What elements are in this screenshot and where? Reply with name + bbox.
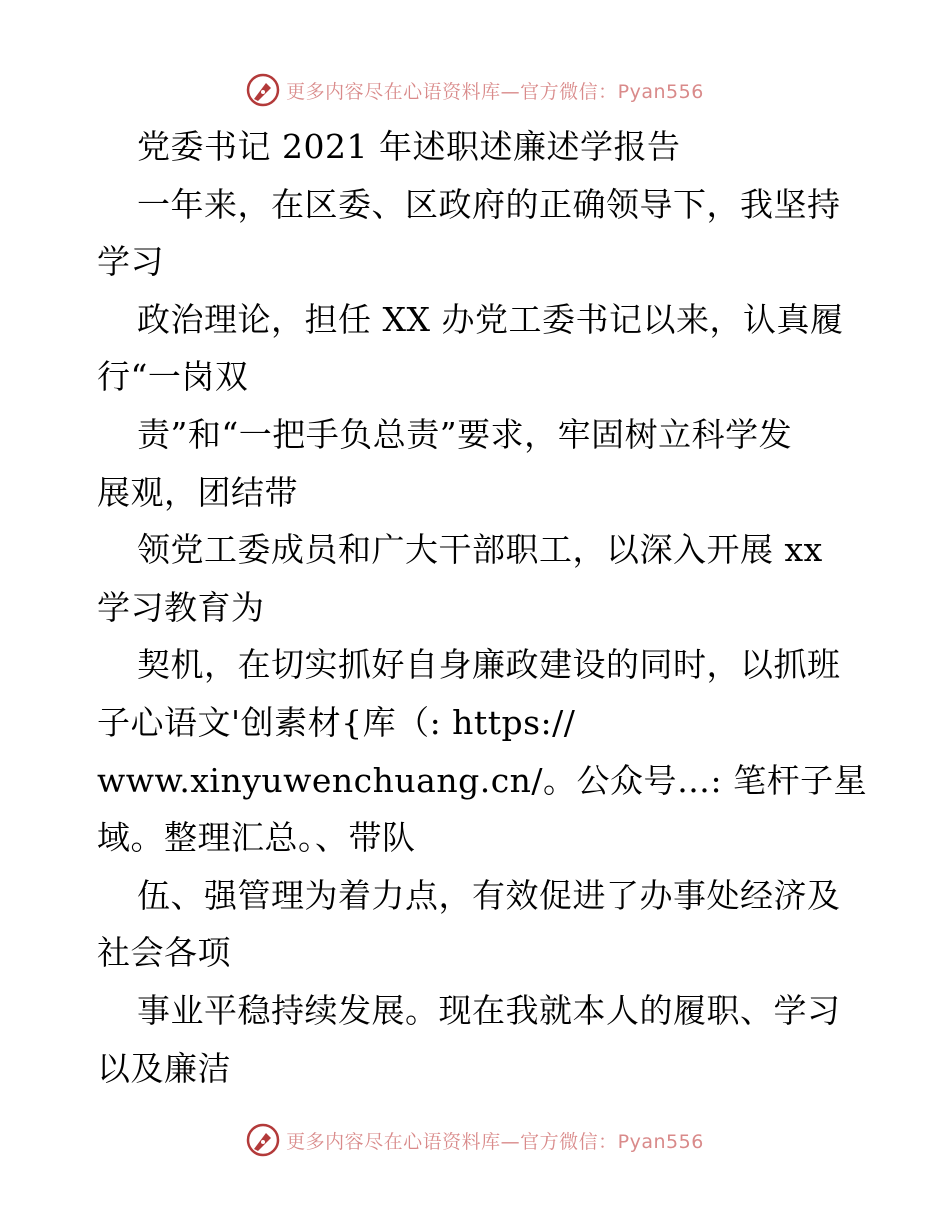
header-banner (0, 70, 950, 110)
text-line: 社会各项 (97, 933, 231, 973)
banner-text: 更多内容尽在心语资料库—官方微信：Pyan556 (286, 80, 704, 103)
text-line: 子心语文'创素材{库（: https:// (97, 702, 576, 742)
text-line: 以及廉洁 (97, 1048, 231, 1088)
document-title: 党委书记 2021 年述职述廉述学报告 (137, 127, 681, 166)
pen-nib-logo-icon (246, 1123, 280, 1157)
text-line: 学习 (97, 242, 164, 282)
text-line: www.xinyuwenchuang.cn/。公众号…: 笔杆子星 (97, 760, 868, 800)
footer-banner (0, 1120, 950, 1160)
banner-text: 更多内容尽在心语资料库—官方微信：Pyan556 (286, 1130, 704, 1153)
text-line: 政治理论，担任 XX 办党工委书记以来，认真履 (137, 299, 844, 339)
pen-nib-logo-icon (246, 73, 280, 107)
text-line: 一年来，在区委、区政府的正确领导下，我坚持 (137, 184, 841, 224)
text-line: 领党工委成员和广大干部职工，以深入开展 xx (137, 530, 823, 570)
text-line: 域。整理汇总。、带队 (97, 818, 416, 858)
text-line: 伍、强管理为着力点，有效促进了办事处经济及 (137, 875, 841, 915)
document-body (97, 118, 868, 1097)
text-line: 学习教育为 (97, 587, 265, 627)
text-line: 事业平稳持续发展。现在我就本人的履职、学习 (137, 990, 841, 1030)
text-line: 展观，团结带 (97, 472, 298, 512)
text-line: 契机，在切实抓好自身廉政建设的同时，以抓班 (137, 645, 841, 685)
text-line: 行“一岗双 (97, 357, 249, 397)
text-line: 责”和“一把手负总责”要求，牢固树立科学发 (137, 414, 793, 454)
